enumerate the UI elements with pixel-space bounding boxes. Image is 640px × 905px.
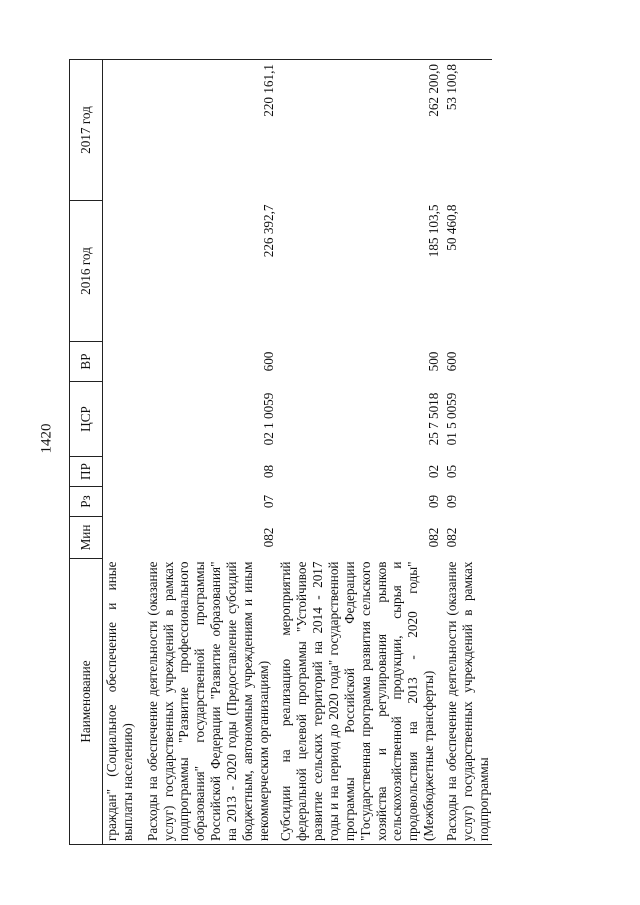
row-2016 [103, 201, 144, 342]
row-name: граждан" (Социальное обеспечение и иные выплаты населению) [103, 559, 144, 845]
row-name: Субсидии на реализацию мероприятий федеральной целевой программы "Устойчивое развитие сельских территорий на 2014 - 2017 годы и на период до 2020 года" государственной программы Российской Федерации "Государственная программа развития сельского хозяйства и регулирования рынков сельскохозяйственной продукции, сырья и продовольствия на 2013 - 2020 годы" (Межбюджетные трансферты) [277, 559, 442, 845]
table-row [277, 60, 442, 845]
row-pr: 02 [426, 464, 442, 479]
row-vr [103, 342, 144, 382]
table-row [443, 60, 493, 845]
table-header [70, 60, 103, 845]
row-name: Расходы на обеспечение деятельности (оказание услуг) государственных учреждений в рамках подпрограммы "Развитие профессионального образования" государственной программы Российской Федерации "Развитие образования" на 2013 - 2020 годы (Предоставление субсидий бюджетным, автономным учреждениям и иным некоммерческим организациям) [144, 559, 278, 845]
row-pr [103, 457, 144, 487]
row-min: 082 [260, 527, 276, 548]
header-2017: 2017 год [70, 60, 103, 201]
row-vr: 600 [260, 351, 276, 372]
budget-table-rotated [69, 60, 589, 845]
page-number: 1420 [38, 423, 55, 454]
table-row [144, 60, 278, 845]
row-csr: 01 5 0059 [443, 392, 459, 446]
row-vr: 500 [426, 351, 442, 372]
row-2017 [103, 60, 144, 201]
row-pr: 08 [260, 464, 276, 479]
row-rz [103, 487, 144, 517]
row-min: 082 [426, 527, 442, 548]
row-rz: 09 [443, 494, 459, 509]
row-2017: 53 100,8 [443, 60, 493, 201]
header-vr: ВР [70, 342, 103, 382]
header-name: Наименование [70, 559, 103, 845]
row-2017: 220 161,1 [144, 60, 278, 201]
header-rz: Рз [70, 487, 103, 517]
row-2016: 226 392,7 [260, 204, 276, 258]
header-pr: ПР [70, 457, 103, 487]
row-2017: 262 200,0 [277, 60, 442, 201]
row-name: Расходы на обеспечение деятельности (оказание услуг) государственных учреждений в рамках подпрограммы [443, 559, 493, 845]
row-pr: 05 [443, 464, 459, 479]
row-min [103, 517, 144, 559]
row-rz: 09 [426, 494, 442, 509]
row-rz: 07 [260, 494, 276, 509]
row-csr: 25 7 5018 [426, 392, 442, 446]
row-csr [103, 382, 144, 457]
row-2016: 185 103,5 [426, 204, 442, 258]
row-min: 082 [443, 527, 459, 548]
header-csr: ЦСР [70, 382, 103, 457]
row-csr: 02 1 0059 [260, 392, 276, 446]
row-2016: 50 460,8 [443, 204, 459, 251]
table-row [103, 60, 144, 845]
budget-table [69, 59, 492, 845]
row-vr: 600 [443, 351, 459, 372]
header-2016: 2016 год [70, 201, 103, 342]
header-min: Мин [70, 517, 103, 559]
